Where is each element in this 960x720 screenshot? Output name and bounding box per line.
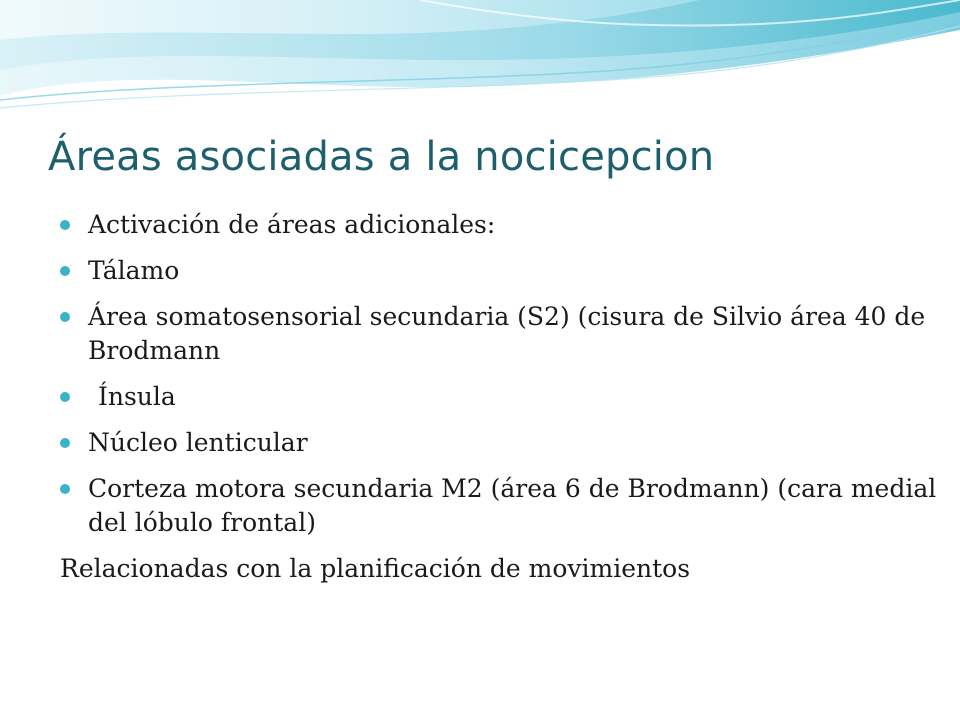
slide-title: Áreas asociadas a la nocicepcion [48,134,715,180]
bullet-dot-icon [60,220,70,230]
bullet-text: Núcleo lenticular [88,428,308,457]
bullet-dot-icon [60,484,70,494]
bullet-dot-icon [60,312,70,322]
list-item [60,208,940,242]
bullet-dot-icon [60,266,70,276]
bullet-text: Tálamo [88,256,180,285]
bullet-text: Activación de áreas adicionales: [88,210,496,239]
bullet-dot-icon [60,438,70,448]
bullet-text: Corteza motora secundaria M2 (área 6 de Brodmann) (cara medial del lóbulo frontal) [88,474,937,537]
bullet-list [60,208,940,540]
closing-line: Relacionadas con la planificación de movimientos [60,554,691,583]
bullet-text: Ínsula [98,382,176,411]
slide-content [60,208,940,586]
list-item [60,380,940,414]
list-item [60,426,940,460]
decorative-wave-header [0,0,960,120]
list-item [60,472,940,540]
bullet-text: Área somatosensorial secundaria (S2) (cisura de Silvio área 40 de Brodmann [88,302,926,365]
bullet-dot-icon [60,392,70,402]
list-item [60,300,940,368]
list-item [60,254,940,288]
